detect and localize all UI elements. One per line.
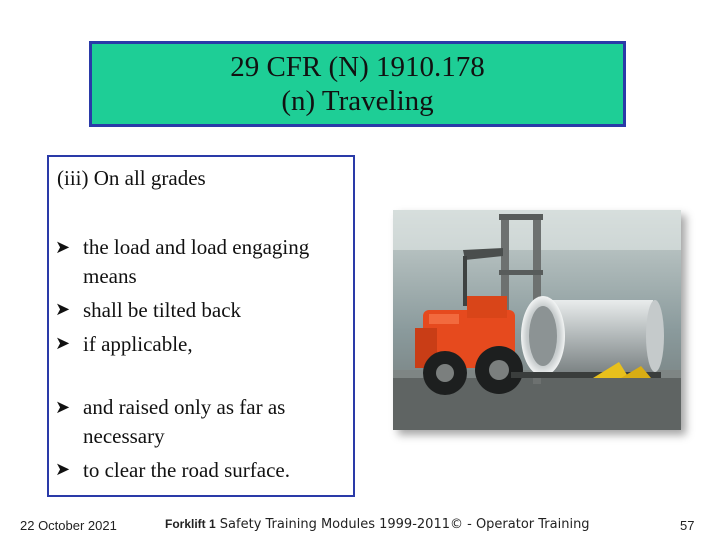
bullet-text: to clear the road surface. <box>83 458 290 482</box>
list-item <box>55 295 350 325</box>
arrow-bullet-icon: ➤ <box>55 459 71 480</box>
list-spacer <box>55 363 350 393</box>
arrow-bullet-icon: ➤ <box>55 299 71 320</box>
arrow-bullet-icon: ➤ <box>55 237 71 258</box>
content-box <box>47 155 355 497</box>
bullet-list <box>55 233 350 489</box>
title-line-1: 29 CFR (N) 1910.178 <box>230 51 485 83</box>
bullet-text: the load and load engaging means <box>83 235 310 288</box>
page-number: 57 <box>680 518 695 533</box>
forklift-pipe-illustration <box>393 210 681 430</box>
bullet-text: if applicable, <box>83 332 193 356</box>
list-item <box>55 329 350 359</box>
footer-brand: Forklift 1 <box>165 517 216 531</box>
subheading: (iii) On all grades <box>57 166 206 190</box>
forklift-photo <box>393 210 681 430</box>
footer-date: 22 October 2021 <box>20 518 117 533</box>
slide-title-box <box>89 41 626 127</box>
bullet-text: shall be tilted back <box>83 298 242 322</box>
list-item <box>55 455 350 485</box>
title-line-2: (n) Traveling <box>281 85 434 117</box>
arrow-bullet-icon: ➤ <box>55 397 71 418</box>
footer-credit <box>165 517 590 532</box>
footer-text: Safety Training Modules 1999-2011© - Operator Training <box>215 517 590 532</box>
arrow-bullet-icon: ➤ <box>55 333 71 354</box>
bullet-text: and raised only as far as necessary <box>83 395 286 448</box>
list-item <box>55 393 350 451</box>
list-item <box>55 233 350 291</box>
